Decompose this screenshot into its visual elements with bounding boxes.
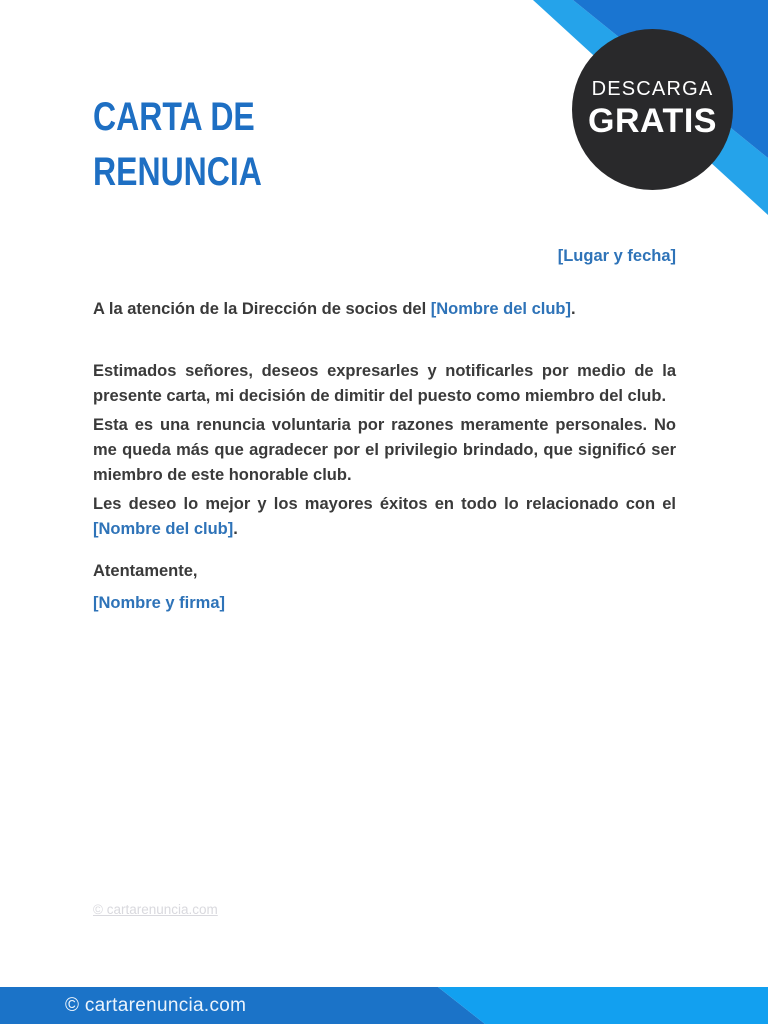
badge-descarga-text: DESCARGA: [591, 78, 714, 101]
recipient-period: .: [571, 300, 576, 318]
signature-placeholder: [Nombre y firma]: [93, 594, 226, 612]
paragraph-wishes: [93, 492, 676, 542]
recipient-line: [93, 297, 676, 322]
document-title: [93, 90, 262, 200]
title-line-2: RENUNCIA: [93, 150, 262, 194]
club-name-placeholder: [Nombre del club]: [430, 300, 572, 318]
paragraph-reason: Esta es una renuncia voluntaria por razones meramente personales. No me queda más que agradecer por el privilegio brindado, que significó ser miembro de este honorable club.: [93, 416, 676, 484]
footer-light-band: [438, 987, 768, 1024]
wishes-text: Les deseo lo mejor y los mayores éxitos en todo lo relacionado con el: [93, 495, 676, 513]
paragraph-intro: Estimados señores, deseos expresarles y notificarles por medio de la presente carta, mi decisión de dimitir del puesto como miembro del club.: [93, 362, 676, 405]
closing-line: Atentamente,: [93, 562, 198, 580]
wishes-period: .: [233, 520, 238, 538]
title-line-1: CARTA DE: [93, 95, 255, 139]
footer-bar: [0, 987, 768, 1024]
letter-body: [93, 244, 676, 616]
date-placeholder: [Lugar y fecha]: [557, 247, 676, 265]
club-name-placeholder-2: [Nombre del club]: [93, 520, 234, 538]
badge-gratis-text: GRATIS: [588, 102, 717, 141]
recipient-text: A la atención de la Dirección de socios del: [93, 300, 431, 318]
watermark-link[interactable]: © cartarenuncia.com: [93, 902, 218, 917]
footer-site-text: © cartarenuncia.com: [65, 994, 247, 1016]
free-download-badge: [572, 29, 733, 190]
